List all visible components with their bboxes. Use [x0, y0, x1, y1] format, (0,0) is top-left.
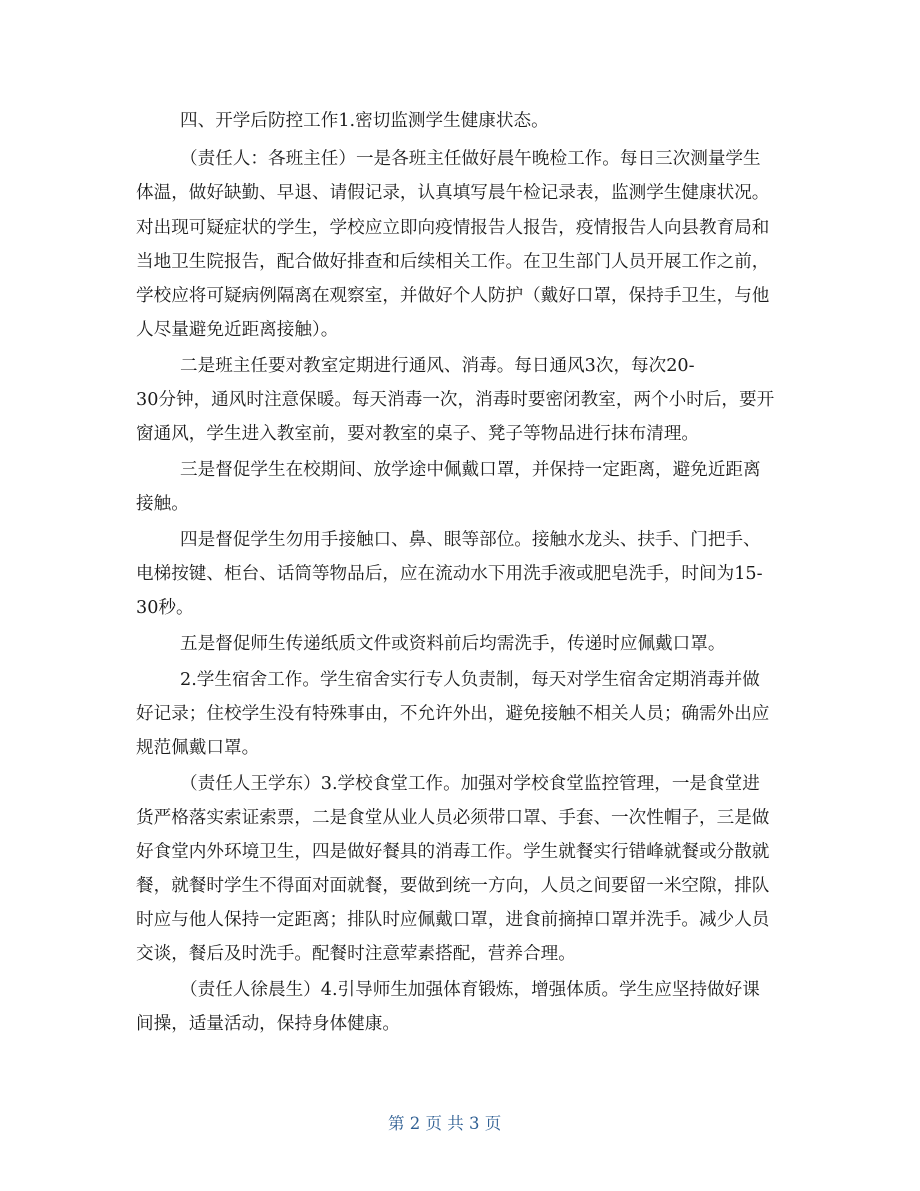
body-line-8: 二是班主任要对教室定期进行通风、消毒。每日通风3次，每次20-: [180, 356, 695, 376]
body-line-5: 当地卫生院报告，配合做好排查和后续相关工作。在卫生部门人员开展工作之前，: [136, 252, 770, 272]
body-line-15: 30秒。: [136, 598, 194, 618]
body-line-11: 三是督促学生在校期间、放学途中佩戴口罩，并保持一定距离，避免近距离: [180, 460, 761, 480]
body-line-14: 电梯按键、柜台、话筒等物品后，应在流动水下用洗手液或肥皂洗手，时间为15-: [136, 564, 763, 584]
body-line-4: 对出现可疑症状的学生，学校应立即向疫情报告人报告，疫情报告人向县教育局和: [136, 218, 770, 238]
body-line-19: 规范佩戴口罩。: [136, 738, 260, 758]
body-line-24: 时应与他人保持一定距离；排队时应佩戴口罩，进食前摘掉口罩并洗手。减少人员: [136, 910, 770, 930]
body-line-12: 接触。: [136, 494, 189, 514]
body-line-22: 好食堂内外环境卫生，四是做好餐具的消毒工作。学生就餐实行错峰就餐或分散就: [136, 842, 770, 862]
body-line-16: 五是督促师生传递纸质文件或资料前后均需洗手，传递时应佩戴口罩。: [180, 634, 726, 654]
body-line-23: 餐，就餐时学生不得面对面就餐，要做到统一方向，人员之间要留一米空隙，排队: [136, 876, 770, 896]
body-line-21: 货严格落实索证索票，二是食堂从业人员必须带口罩、手套、一次性帽子，三是做: [136, 808, 770, 828]
body-line-20: （责任人王学东）3.学校食堂工作。加强对学校食堂监控管理，一是食堂进: [180, 774, 760, 794]
body-line-1: 四、开学后防控工作1.密切监测学生健康状态。: [180, 111, 549, 131]
body-line-9: 30分钟，通风时注意保暖。每天消毒一次，消毒时要密闭教室，两个小时后，要开: [136, 390, 775, 410]
body-line-27: 间操，适量活动，保持身体健康。: [136, 1014, 400, 1034]
body-line-2: （责任人：各班主任）一是各班主任做好晨午晚检工作。每日三次测量学生: [180, 149, 761, 169]
body-line-3: 体温，做好缺勤、早退、请假记录，认真填写晨午检记录表，监测学生健康状况。: [136, 183, 770, 203]
body-line-25: 交谈，餐后及时洗手。配餐时注意荤素搭配，营养合理。: [136, 944, 576, 964]
body-line-7: 人尽量避免近距离接触）。: [136, 320, 339, 340]
body-line-6: 学校应将可疑病例隔离在观察室，并做好个人防护（戴好口罩，保持手卫生，与他: [136, 286, 770, 306]
body-line-26: （责任人徐晨生）4.引导师生加强体育锻炼，增强体质。学生应坚持做好课: [180, 980, 760, 1000]
page-number-footer: 第 2 页 共 3 页: [388, 1114, 502, 1133]
body-line-18: 好记录；住校学生没有特殊事由，不允许外出，避免接触不相关人员；确需外出应: [136, 704, 770, 724]
body-line-17: 2.学生宿舍工作。学生宿舍实行专人负责制，每天对学生宿舍定期消毒并做: [180, 670, 760, 690]
body-line-13: 四是督促学生勿用手接触口、鼻、眼等部位。接触水龙头、扶手、门把手、: [180, 530, 761, 550]
body-line-10: 窗通风，学生进入教室前，要对教室的桌子、凳子等物品进行抹布清理。: [136, 424, 700, 444]
